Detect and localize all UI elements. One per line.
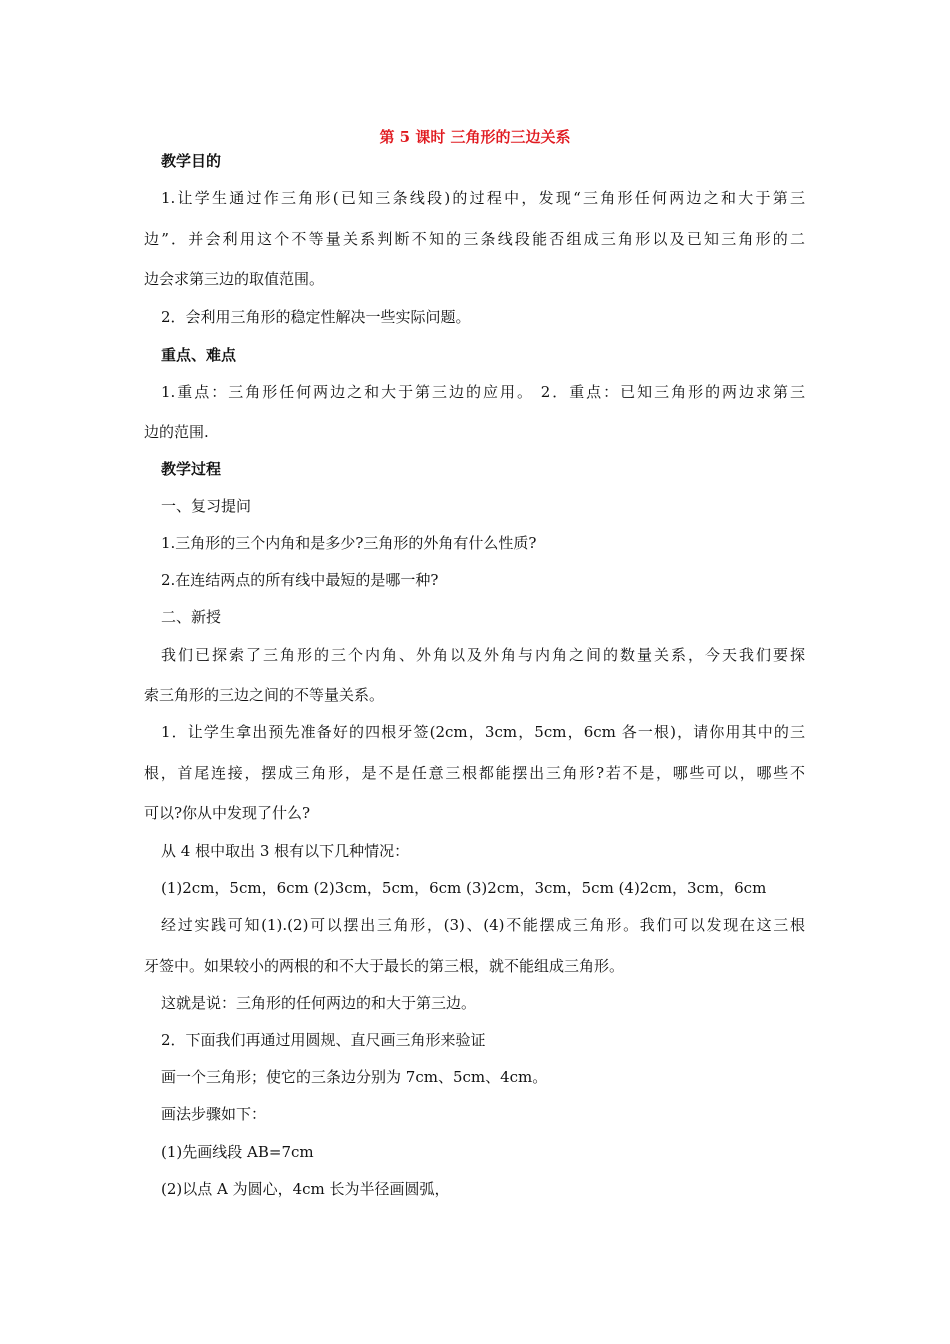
paragraph-line: 1.让学生通过作三角形(已知三条线段)的过程中，发现“三角形任何两边之和大于第三	[161, 189, 805, 207]
paragraph-line: 1．让学生拿出预先准备好的四根牙签(2cm，3cm，5cm，6cm 各一根)，请你用其中的三	[161, 723, 805, 741]
paragraph-line: 2．会利用三角形的稳定性解决一些实际问题。	[161, 308, 471, 326]
paragraph-line: (2)以点 A 为圆心，4cm 长为半径画圆弧，	[161, 1180, 450, 1198]
paragraph-line: 1.重点：三角形任何两边之和大于第三边的应用。 2．重点：已知三角形的两边求第三	[161, 383, 805, 401]
paragraph-line: 边会求第三边的取值范围。	[144, 270, 325, 288]
heading-teaching-objectives: 教学目的	[161, 152, 222, 170]
paragraph-line: 索三角形的三边之间的不等量关系。	[144, 686, 385, 704]
paragraph-line: 经过实践可知(1).(2)可以摆出三角形，(3)、(4)不能摆成三角形。我们可以发现在这三根	[161, 916, 805, 934]
document-title: 第 5 课时 三角形的三边关系	[379, 128, 571, 146]
paragraph-line: 1.三角形的三个内角和是多少?三角形的外角有什么性质?	[161, 534, 537, 552]
heading-key-points: 重点、难点	[161, 346, 237, 364]
paragraph-line: (1)先画线段 AB=7cm	[161, 1143, 314, 1161]
paragraph-line: 可以?你从中发现了什么?	[144, 804, 311, 822]
section-heading: 一、复习提问	[161, 497, 252, 515]
paragraph-line: 边”．并会利用这个不等量关系判断不知的三条线段能否组成三角形以及已知三角形的二	[144, 230, 805, 248]
heading-teaching-process: 教学过程	[161, 460, 222, 478]
paragraph-line: 边的范围.	[144, 423, 209, 441]
paragraph-line: 我们已探索了三角形的三个内角、外角以及外角与内角之间的数量关系，今天我们要探	[161, 646, 805, 664]
paragraph-line: 画法步骤如下：	[161, 1105, 267, 1123]
paragraph-line: 画一个三角形；使它的三条边分别为 7cm、5cm、4cm。	[161, 1068, 548, 1086]
paragraph-line: (1)2cm，5cm，6cm (2)3cm，5cm，6cm (3)2cm，3cm，5cm (4)2cm，3cm，6cm	[161, 879, 767, 897]
paragraph-line: 根，首尾连接，摆成三角形，是不是任意三根都能摆出三角形?若不是，哪些可以，哪些不	[144, 764, 805, 782]
section-heading: 二、新授	[161, 608, 222, 626]
paragraph-line: 牙签中。如果较小的两根的和不大于最长的第三根，就不能组成三角形。	[144, 957, 625, 975]
paragraph-line: 2.在连结两点的所有线中最短的是哪一种?	[161, 571, 439, 589]
paragraph-line: 2．下面我们再通过用圆规、直尺画三角形来验证	[161, 1031, 486, 1049]
paragraph-line: 从 4 根中取出 3 根有以下几种情况：	[161, 842, 410, 860]
paragraph-line: 这就是说：三角形的任何两边的和大于第三边。	[161, 994, 477, 1012]
